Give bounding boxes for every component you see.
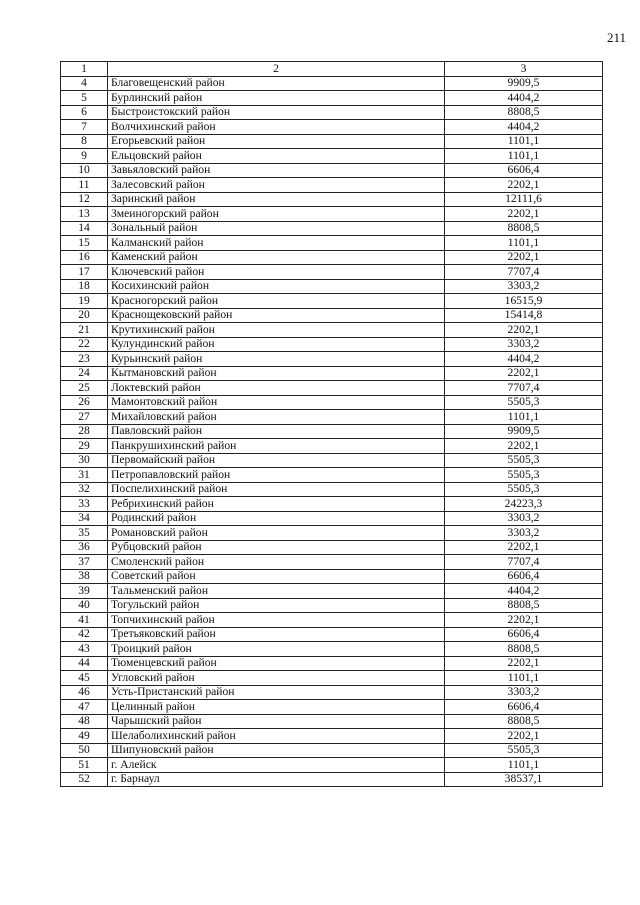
amount-cell: 6606,4 <box>445 627 603 642</box>
amount-cell: 9909,5 <box>445 424 603 439</box>
amount-cell: 1101,1 <box>445 758 603 773</box>
amount-cell: 8808,5 <box>445 221 603 236</box>
row-number-cell: 49 <box>61 729 108 744</box>
row-number-cell: 48 <box>61 714 108 729</box>
district-name-cell: Волчихинский район <box>108 120 445 135</box>
district-name-cell: Поспелихинский район <box>108 482 445 497</box>
district-name-cell: Петропавловский район <box>108 468 445 483</box>
amount-cell: 9909,5 <box>445 76 603 91</box>
row-number-cell: 15 <box>61 236 108 251</box>
district-name-cell: Третьяковский район <box>108 627 445 642</box>
table-row <box>61 555 603 570</box>
table-row <box>61 337 603 352</box>
column-header-2: 2 <box>108 62 445 77</box>
district-name-cell: Егорьевский район <box>108 134 445 149</box>
table-row <box>61 207 603 222</box>
table-row <box>61 700 603 715</box>
table-row <box>61 178 603 193</box>
row-number-cell: 25 <box>61 381 108 396</box>
amount-cell: 7707,4 <box>445 381 603 396</box>
row-number-cell: 30 <box>61 453 108 468</box>
table-row <box>61 279 603 294</box>
district-name-cell: Чарышский район <box>108 714 445 729</box>
amount-cell: 5505,3 <box>445 395 603 410</box>
table-body <box>61 76 603 787</box>
district-name-cell: Тальменский район <box>108 584 445 599</box>
table-row <box>61 236 603 251</box>
table-row <box>61 569 603 584</box>
row-number-cell: 27 <box>61 410 108 425</box>
row-number-cell: 23 <box>61 352 108 367</box>
district-name-cell: Залесовский район <box>108 178 445 193</box>
table-row <box>61 468 603 483</box>
row-number-cell: 21 <box>61 323 108 338</box>
table-row <box>61 120 603 135</box>
table-row <box>61 323 603 338</box>
amount-cell: 24223,3 <box>445 497 603 512</box>
column-header-1: 1 <box>61 62 108 77</box>
row-number-cell: 33 <box>61 497 108 512</box>
row-number-cell: 12 <box>61 192 108 207</box>
table-row <box>61 511 603 526</box>
district-name-cell: Заринский район <box>108 192 445 207</box>
district-name-cell: Панкрушихинский район <box>108 439 445 454</box>
table-row <box>61 613 603 628</box>
amount-cell: 8808,5 <box>445 105 603 120</box>
table-row <box>61 439 603 454</box>
amount-cell: 2202,1 <box>445 207 603 222</box>
table-row <box>61 656 603 671</box>
table-row <box>61 134 603 149</box>
row-number-cell: 45 <box>61 671 108 686</box>
table-row <box>61 250 603 265</box>
table-row <box>61 308 603 323</box>
amount-cell: 5505,3 <box>445 743 603 758</box>
district-name-cell: Краснощековский район <box>108 308 445 323</box>
table-row <box>61 163 603 178</box>
district-name-cell: Крутихинский район <box>108 323 445 338</box>
amount-cell: 2202,1 <box>445 613 603 628</box>
row-number-cell: 9 <box>61 149 108 164</box>
district-name-cell: Локтевский район <box>108 381 445 396</box>
amount-cell: 4404,2 <box>445 352 603 367</box>
amount-cell: 2202,1 <box>445 729 603 744</box>
district-name-cell: Кулундинский район <box>108 337 445 352</box>
table-row <box>61 76 603 91</box>
table-row <box>61 149 603 164</box>
district-name-cell: Бурлинский район <box>108 91 445 106</box>
row-number-cell: 17 <box>61 265 108 280</box>
district-name-cell: Первомайский район <box>108 453 445 468</box>
amount-cell: 2202,1 <box>445 178 603 193</box>
table-row <box>61 540 603 555</box>
district-name-cell: Кытмановский район <box>108 366 445 381</box>
table-row <box>61 729 603 744</box>
row-number-cell: 7 <box>61 120 108 135</box>
data-table <box>60 61 603 787</box>
amount-cell: 6606,4 <box>445 700 603 715</box>
row-number-cell: 31 <box>61 468 108 483</box>
row-number-cell: 29 <box>61 439 108 454</box>
table-row <box>61 497 603 512</box>
district-name-cell: Шипуновский район <box>108 743 445 758</box>
amount-cell: 15414,8 <box>445 308 603 323</box>
amount-cell: 4404,2 <box>445 584 603 599</box>
amount-cell: 1101,1 <box>445 410 603 425</box>
row-number-cell: 38 <box>61 569 108 584</box>
table-row <box>61 424 603 439</box>
table-row <box>61 758 603 773</box>
row-number-cell: 41 <box>61 613 108 628</box>
row-number-cell: 43 <box>61 642 108 657</box>
district-name-cell: Шелаболихинский район <box>108 729 445 744</box>
table-row <box>61 381 603 396</box>
district-name-cell: Топчихинский район <box>108 613 445 628</box>
amount-cell: 2202,1 <box>445 439 603 454</box>
district-name-cell: Родинский район <box>108 511 445 526</box>
amount-cell: 2202,1 <box>445 540 603 555</box>
district-name-cell: Советский район <box>108 569 445 584</box>
table-row <box>61 627 603 642</box>
table-header-row <box>61 62 603 77</box>
district-name-cell: Павловский район <box>108 424 445 439</box>
district-name-cell: Тюменцевский район <box>108 656 445 671</box>
amount-cell: 2202,1 <box>445 656 603 671</box>
row-number-cell: 10 <box>61 163 108 178</box>
row-number-cell: 24 <box>61 366 108 381</box>
amount-cell: 1101,1 <box>445 671 603 686</box>
district-name-cell: г. Барнаул <box>108 772 445 787</box>
amount-cell: 3303,2 <box>445 279 603 294</box>
row-number-cell: 26 <box>61 395 108 410</box>
row-number-cell: 8 <box>61 134 108 149</box>
row-number-cell: 40 <box>61 598 108 613</box>
table-row <box>61 685 603 700</box>
row-number-cell: 11 <box>61 178 108 193</box>
amount-cell: 3303,2 <box>445 685 603 700</box>
row-number-cell: 16 <box>61 250 108 265</box>
amount-cell: 5505,3 <box>445 482 603 497</box>
district-name-cell: Красногорский район <box>108 294 445 309</box>
row-number-cell: 19 <box>61 294 108 309</box>
district-name-cell: Рубцовский район <box>108 540 445 555</box>
amount-cell: 7707,4 <box>445 555 603 570</box>
table-row <box>61 366 603 381</box>
row-number-cell: 39 <box>61 584 108 599</box>
table-row <box>61 642 603 657</box>
amount-cell: 1101,1 <box>445 134 603 149</box>
district-name-cell: Завьяловский район <box>108 163 445 178</box>
table-row <box>61 105 603 120</box>
row-number-cell: 35 <box>61 526 108 541</box>
table-row <box>61 526 603 541</box>
district-name-cell: Быстроистокский район <box>108 105 445 120</box>
amount-cell: 2202,1 <box>445 366 603 381</box>
district-name-cell: Михайловский район <box>108 410 445 425</box>
row-number-cell: 22 <box>61 337 108 352</box>
district-name-cell: Романовский район <box>108 526 445 541</box>
amount-cell: 5505,3 <box>445 453 603 468</box>
table-row <box>61 410 603 425</box>
amount-cell: 6606,4 <box>445 163 603 178</box>
district-name-cell: Калманский район <box>108 236 445 251</box>
district-name-cell: Целинный район <box>108 700 445 715</box>
district-name-cell: Смоленский район <box>108 555 445 570</box>
table-header <box>61 62 603 77</box>
table-row <box>61 772 603 787</box>
table-row <box>61 265 603 280</box>
table-row <box>61 584 603 599</box>
table-row <box>61 714 603 729</box>
row-number-cell: 5 <box>61 91 108 106</box>
row-number-cell: 37 <box>61 555 108 570</box>
amount-cell: 1101,1 <box>445 149 603 164</box>
district-name-cell: Косихинский район <box>108 279 445 294</box>
column-header-3: 3 <box>445 62 603 77</box>
amount-cell: 16515,9 <box>445 294 603 309</box>
amount-cell: 2202,1 <box>445 250 603 265</box>
district-name-cell: Ребрихинский район <box>108 497 445 512</box>
row-number-cell: 34 <box>61 511 108 526</box>
row-number-cell: 18 <box>61 279 108 294</box>
row-number-cell: 14 <box>61 221 108 236</box>
row-number-cell: 44 <box>61 656 108 671</box>
table-row <box>61 352 603 367</box>
amount-cell: 5505,3 <box>445 468 603 483</box>
district-name-cell: Троицкий район <box>108 642 445 657</box>
amount-cell: 6606,4 <box>445 569 603 584</box>
row-number-cell: 42 <box>61 627 108 642</box>
district-name-cell: Тогульский район <box>108 598 445 613</box>
row-number-cell: 20 <box>61 308 108 323</box>
district-name-cell: г. Алейск <box>108 758 445 773</box>
table-row <box>61 743 603 758</box>
district-name-cell: Ключевский район <box>108 265 445 280</box>
district-name-cell: Ельцовский район <box>108 149 445 164</box>
district-name-cell: Курьинский район <box>108 352 445 367</box>
row-number-cell: 32 <box>61 482 108 497</box>
row-number-cell: 47 <box>61 700 108 715</box>
row-number-cell: 52 <box>61 772 108 787</box>
amount-cell: 3303,2 <box>445 511 603 526</box>
amount-cell: 3303,2 <box>445 526 603 541</box>
district-name-cell: Усть-Пристанский район <box>108 685 445 700</box>
row-number-cell: 50 <box>61 743 108 758</box>
table-row <box>61 91 603 106</box>
amount-cell: 8808,5 <box>445 642 603 657</box>
table-row <box>61 294 603 309</box>
district-name-cell: Благовещенский район <box>108 76 445 91</box>
table-row <box>61 671 603 686</box>
row-number-cell: 51 <box>61 758 108 773</box>
table-row <box>61 395 603 410</box>
amount-cell: 38537,1 <box>445 772 603 787</box>
row-number-cell: 28 <box>61 424 108 439</box>
amount-cell: 2202,1 <box>445 323 603 338</box>
amount-cell: 4404,2 <box>445 91 603 106</box>
amount-cell: 3303,2 <box>445 337 603 352</box>
row-number-cell: 6 <box>61 105 108 120</box>
district-name-cell: Зональный район <box>108 221 445 236</box>
page-number: 211 <box>606 30 626 45</box>
row-number-cell: 4 <box>61 76 108 91</box>
table-row <box>61 482 603 497</box>
row-number-cell: 36 <box>61 540 108 555</box>
row-number-cell: 46 <box>61 685 108 700</box>
amount-cell: 7707,4 <box>445 265 603 280</box>
district-name-cell: Змеиногорский район <box>108 207 445 222</box>
amount-cell: 4404,2 <box>445 120 603 135</box>
amount-cell: 12111,6 <box>445 192 603 207</box>
district-name-cell: Мамонтовский район <box>108 395 445 410</box>
amount-cell: 1101,1 <box>445 236 603 251</box>
row-number-cell: 13 <box>61 207 108 222</box>
table-row <box>61 221 603 236</box>
table-row <box>61 192 603 207</box>
table-row <box>61 598 603 613</box>
district-name-cell: Каменский район <box>108 250 445 265</box>
amount-cell: 8808,5 <box>445 598 603 613</box>
district-name-cell: Угловский район <box>108 671 445 686</box>
table-row <box>61 453 603 468</box>
amount-cell: 8808,5 <box>445 714 603 729</box>
